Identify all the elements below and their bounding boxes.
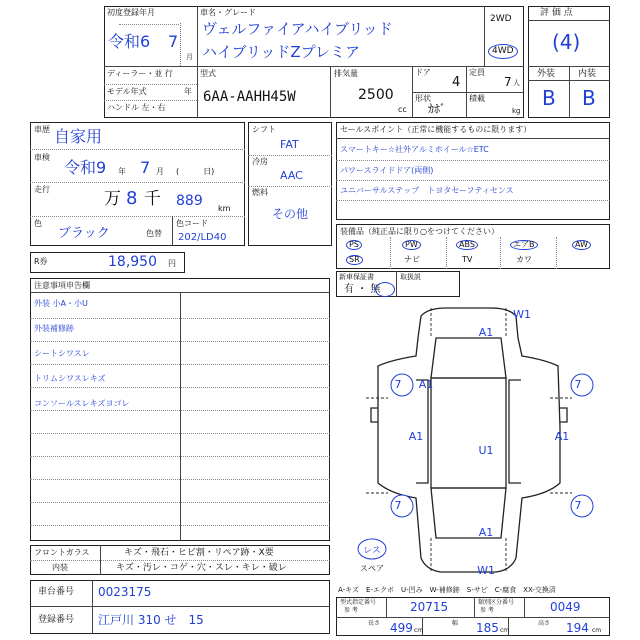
spec-value-1: 20715 — [410, 600, 449, 614]
drive-2wd: 2WD — [490, 14, 512, 24]
height-label: 高さ — [538, 620, 551, 627]
damage-label: A1 — [478, 526, 494, 539]
length-label: 長さ — [368, 620, 381, 627]
inspection-era: 令和9 — [64, 158, 107, 177]
height-value: 194 — [566, 621, 589, 635]
damage-label: 7 — [394, 499, 402, 512]
first-reg-month-unit: 月 — [186, 53, 193, 61]
usage-value: 自家用 — [54, 127, 103, 146]
capacity-label: 定員 — [469, 68, 485, 77]
color-label: 色 — [34, 219, 42, 228]
price-value: 18,950 — [108, 254, 157, 270]
car-name-label: 車名・グレード — [200, 8, 256, 17]
mileage-sen: 千 — [144, 189, 161, 209]
fuel-value: その他 — [272, 207, 309, 221]
damage-label: 7 — [574, 499, 582, 512]
damage-legend: A-キズ E-エクボ U-凹み W-補修跡 S-サビ C-腐食 XX-交換済 — [338, 586, 556, 594]
spec-label-2: 参 考 — [344, 607, 358, 614]
price-label: R券 — [34, 257, 48, 266]
load-label: 積載 — [469, 94, 485, 103]
km-unit: km — [218, 204, 231, 213]
front-glass-text: キズ・飛石・ヒビ割・リペア跡・X要 — [124, 548, 274, 558]
inspection-label: 車検 — [34, 153, 50, 162]
shape-value: ｶﾎﾞ — [428, 102, 447, 116]
class-value-1: 0049 — [550, 600, 581, 614]
model-year-unit: 年 — [184, 87, 192, 96]
manual-label: 取扱説 — [400, 273, 421, 281]
note-1: 外装 小A・小U — [34, 299, 88, 308]
equip-airbag: エアB — [510, 240, 538, 250]
note-2: 外装補修跡 — [34, 324, 74, 333]
selling-point-3: ユニバーサルステップ トヨタセーフティセンス — [340, 186, 514, 195]
front-glass-label: フロントガラス — [34, 548, 90, 557]
interior-label: 内装 — [578, 69, 597, 79]
shift-value: FAT — [280, 138, 299, 151]
model-year-label: モデル年式 — [107, 87, 147, 96]
spec-label-1: 型式指定番号 — [340, 599, 377, 606]
bottom-interior-label: 内装 — [52, 563, 68, 572]
car-damage-diagram — [336, 298, 610, 583]
warranty-circle — [375, 282, 395, 297]
note-5: コンソールスレキズヨゴレ — [34, 399, 130, 408]
mileage-label: 走行 — [34, 185, 50, 194]
equip-leather: カワ — [516, 255, 532, 264]
score-label: 評 価 点 — [540, 8, 573, 18]
warranty-label: 新車保証書 — [339, 273, 374, 281]
equip-tv: TV — [462, 255, 473, 264]
first-reg-label: 初度登録年月 — [107, 8, 155, 17]
reg-value: 江戸川 310 せ 15 — [98, 613, 204, 627]
equipment-title: 装備品（純正品に限り○をつけてください） — [340, 227, 499, 236]
color-code-value: 202/LD40 — [178, 232, 227, 243]
kg-unit: kg — [512, 107, 521, 115]
color-code-label: 色コード — [176, 219, 208, 228]
equip-aw: AW — [572, 240, 591, 250]
price-unit: 円 — [168, 259, 176, 268]
spare-label: スペア — [360, 564, 384, 573]
inspection-day: ( 日) — [176, 167, 215, 176]
width-label: 幅 — [452, 620, 459, 627]
note-4: トリムシワスレキズ — [34, 374, 106, 383]
interior-text: キズ・汚レ・コゲ・穴・スレ・キレ・破レ — [116, 563, 287, 573]
height-unit: cm — [592, 627, 602, 634]
drive-4wd: 4WD — [488, 44, 518, 59]
chassis-label: 車台番号 — [38, 587, 75, 597]
type-label: 型式 — [200, 69, 216, 78]
handle-label: ハンドル 左・右 — [107, 103, 166, 112]
damage-label: W1 — [513, 308, 531, 321]
ac-value: AAC — [280, 169, 303, 182]
car-name-line2: ハイブリッドZプレミア — [202, 43, 361, 61]
cc-unit: cc — [398, 105, 407, 114]
length-value: 499 — [390, 621, 413, 635]
shift-label: シフト — [252, 125, 276, 134]
usage-label: 車歴 — [34, 125, 50, 134]
capacity-unit: 人 — [513, 79, 520, 87]
inspection-year-unit: 年 — [118, 167, 126, 176]
car-name-line1: ヴェルファイアハイブリッド — [202, 20, 393, 38]
interior-grade: B — [582, 86, 596, 110]
displacement-value: 2500 — [358, 87, 394, 103]
exterior-label: 外装 — [537, 69, 556, 79]
equip-navi: ナビ — [404, 255, 420, 264]
displacement-label: 排気量 — [334, 69, 358, 78]
equip-pw: PW — [402, 240, 421, 250]
color-change-label: 色替 — [146, 229, 162, 238]
ac-label: 冷房 — [252, 157, 268, 166]
dealer-label: ディーラー・並 行 — [107, 69, 173, 78]
chassis-value: 0023175 — [98, 585, 152, 599]
shape-label: 形状 — [415, 94, 431, 103]
mileage-8: 8 — [126, 188, 138, 209]
class-label-1: 類別区分番号 — [478, 599, 515, 606]
note-3: シートシワスレ — [34, 349, 90, 358]
selling-points-title: セールスポイント（正常に機能するものに限ります） — [340, 125, 532, 134]
fuel-label: 燃料 — [252, 188, 268, 197]
reg-label: 登録番号 — [38, 615, 75, 625]
length-unit: cm — [414, 627, 424, 634]
capacity-value: 7 — [504, 75, 512, 89]
color-value: ブラック — [58, 226, 110, 241]
width-unit: cm — [500, 627, 510, 634]
mileage-rest: 889 — [176, 193, 203, 209]
damage-label: A1 — [554, 430, 570, 443]
width-value: 185 — [476, 621, 499, 635]
inspection-month-unit: 月 — [156, 167, 164, 176]
warranty-value: 有 ・ 無 — [344, 284, 381, 295]
type-value: 6AA-AAHH45W — [203, 89, 296, 105]
inspection-month: 7 — [140, 158, 151, 177]
equip-abs: ABS — [456, 240, 478, 250]
damage-label: W1 — [477, 564, 495, 577]
notes-title: 注意事項申告欄 — [34, 281, 90, 290]
first-reg-era: 令和6 — [108, 32, 151, 51]
door-label: ドア — [415, 68, 431, 77]
damage-label: 7 — [574, 378, 582, 391]
class-label-2: 参 考 — [480, 607, 494, 614]
equip-sr: SR — [346, 255, 363, 265]
equip-ps: PS — [346, 240, 362, 250]
damage-label: 7 — [394, 378, 402, 391]
damage-label: A1 — [408, 430, 424, 443]
first-reg-month: 7 — [168, 32, 179, 51]
door-value: 4 — [452, 75, 461, 90]
damage-label: U1 — [478, 444, 494, 457]
selling-point-1: スマートキー☆社外アルミホイール☆ETC — [340, 145, 489, 154]
selling-point-2: パワースライドドア(両側) — [340, 166, 434, 175]
exterior-grade: B — [542, 86, 556, 110]
damage-label: A1 — [418, 378, 434, 391]
damage-label: A1 — [478, 326, 494, 339]
spare-tire-status: レス — [363, 546, 381, 556]
mileage-man: 万 — [104, 189, 121, 209]
score-value: (4) — [552, 30, 581, 54]
